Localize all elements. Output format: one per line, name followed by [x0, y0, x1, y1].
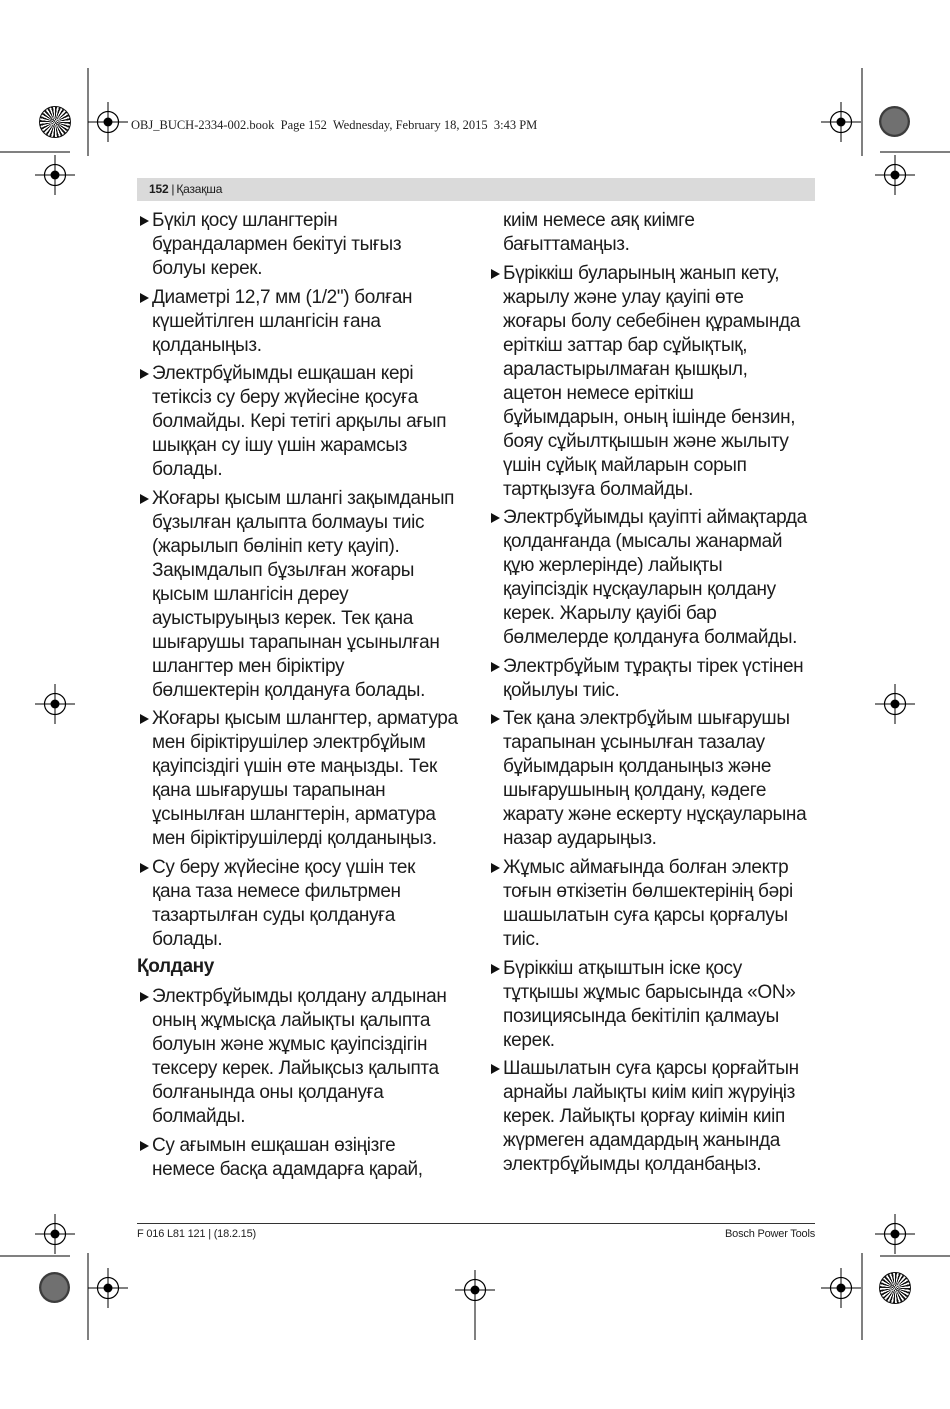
note-line: бұрандалармен бекітуі тығыз: [152, 234, 402, 255]
triangle-bullet-icon: [491, 1064, 500, 1074]
note-line: бұйымдарын қолданыңыз және: [503, 756, 772, 778]
note-line: Бүкіл қосу шлангтерін: [152, 210, 338, 231]
note-line: болады.: [152, 928, 223, 950]
note-line: оның жұмысқа лайықты қалыпта: [152, 1009, 431, 1031]
note-line: құю жерлерінде) лайықты: [503, 555, 723, 577]
note-line: болғанында оны қолдануға: [152, 1081, 384, 1103]
note-line: тиіс.: [503, 928, 540, 950]
safety-note: [137, 707, 467, 851]
note-line: қауіпсіздік нұсқауларын қолдану: [503, 579, 776, 601]
note-line: болмайды.: [152, 1105, 246, 1127]
registration-crosshair-icon: [88, 102, 128, 142]
triangle-bullet-icon: [491, 714, 500, 724]
registration-grey-disk-icon: [39, 1272, 70, 1303]
note-line: Диаметрі 12,7 мм (1/2") болған: [152, 286, 413, 308]
note-line: жоғары болу себебінен құрамында: [503, 310, 800, 332]
triangle-bullet-icon: [140, 494, 149, 504]
registration-crosshair-icon: [821, 1268, 861, 1308]
note-line: тетіксіз су беру жүйесіне қосуға: [152, 387, 418, 409]
note-line: тарапынан ұсынылған тазалау: [503, 732, 765, 754]
note-line: қолданыңыз.: [152, 334, 262, 356]
note-line: Тек қана электрбұйым шығарушы: [503, 708, 790, 730]
note-line: ауыстыруыңыз керек. Тек қана: [152, 607, 413, 629]
note-line: шлангтер мен біріктіру: [152, 655, 345, 677]
note-line: Жоғары қысым шлангтер, арматура: [152, 708, 458, 730]
header-separator: |: [171, 182, 175, 196]
note-line: жарылу және улау қауіпі өте: [503, 286, 744, 308]
note-line: болуы керек.: [152, 258, 263, 279]
note-line: күшейтілген шлангісін ғана: [152, 310, 381, 332]
note-line: Зақымдалып бұзылған жоғары: [152, 559, 415, 581]
right-column: [488, 209, 818, 1177]
registration-crosshair-icon: [455, 1270, 495, 1310]
note-line: қысым шлангісін дереу: [152, 583, 349, 605]
registration-crosshair-icon: [88, 1268, 128, 1308]
note-line: Бүріккіш атқыштын іске қосу: [503, 957, 742, 979]
safety-note: [137, 856, 467, 952]
note-line: еріткіш заттар бар сұйықтық,: [503, 334, 748, 356]
note-line: арнайы лайықты киім киіп жүруіңіз: [503, 1082, 795, 1104]
note-line: қауіпсіздігі үшін өте маңызды. Тек: [152, 756, 437, 778]
note-line: шығарушының қолдану, кәдеге: [503, 780, 767, 802]
safety-note: [488, 856, 818, 952]
note-line: Электрбұйымды ешқашан кері: [152, 363, 414, 385]
note-line: қойылуы тиіс.: [503, 679, 620, 701]
document-code: F 016 L81 121 | (18.2.15): [137, 1228, 256, 1240]
note-line: керек.: [503, 1029, 555, 1051]
safety-note: [137, 286, 467, 358]
note-line: жарату және ескерту нұсқауларына: [503, 804, 807, 826]
safety-note: [488, 957, 818, 1053]
triangle-bullet-icon: [140, 369, 149, 379]
section-language: Қазақша: [176, 182, 223, 196]
note-line: позициясында бекітіліп қалмауы: [503, 1005, 779, 1027]
section-heading: Қолдану: [137, 955, 215, 977]
safety-note: [488, 707, 818, 851]
registration-crosshair-icon: [35, 155, 75, 195]
note-line: болуын және жұмыс қауіпсіздігін: [152, 1033, 428, 1055]
registration-crosshair-icon: [875, 155, 915, 195]
note-line: тазартылған суды қолдануға: [152, 904, 395, 926]
print-slug-line: OBJ_BUCH-2334-002.book Page 152 Wednesday, February 18, 2015 3:43 PM: [131, 118, 538, 132]
registration-grey-disk-icon: [879, 106, 910, 137]
note-line: бұзылған қалыпта болмауы тиіс: [152, 511, 425, 533]
note-line: бұйымдарын, оның ішінде бензин,: [503, 406, 796, 428]
note-line: керек. Лайықты қорғау киімін киіп: [503, 1106, 785, 1128]
continued-note: [488, 209, 818, 257]
note-line: мен біріктірушілерді қолданыңыз.: [152, 828, 437, 850]
triangle-bullet-icon: [140, 992, 149, 1002]
note-line: немесе басқа адамдарға қарай,: [152, 1158, 423, 1180]
safety-note: [137, 362, 467, 482]
note-line: керек. Жарылу қауібі бар: [503, 603, 717, 625]
triangle-bullet-icon: [491, 662, 500, 672]
safety-note: [137, 209, 467, 281]
note-line: жүрмеген адамдардың жанында: [503, 1130, 780, 1152]
triangle-bullet-icon: [140, 1141, 149, 1151]
registration-crosshair-icon: [875, 684, 915, 724]
safety-note: [137, 985, 467, 1129]
note-line: араластырылмаған қышқыл,: [503, 358, 748, 380]
page-header: [149, 182, 222, 197]
safety-note: [137, 487, 467, 703]
registration-star-icon: [39, 106, 71, 138]
note-line: тартқызуға болмайды.: [503, 478, 694, 500]
note-line: шығарушы тарапынан ұсынылған: [152, 631, 440, 653]
note-line: үшін сұйық майларын сорып: [503, 454, 747, 476]
note-line: мен біріктірушілер электрбұйым: [152, 732, 426, 754]
note-line: болмайды. Кері тетігі арқылы ағып: [152, 411, 447, 433]
registration-crosshair-icon: [875, 1214, 915, 1254]
triangle-bullet-icon: [140, 293, 149, 303]
note-line: Су ағымын ешқашан өзіңізге: [152, 1134, 396, 1156]
triangle-bullet-icon: [140, 216, 149, 226]
brand-name: Bosch Power Tools: [725, 1228, 815, 1240]
note-line: Бүріккіш буларының жанып кету,: [503, 262, 780, 284]
note-line: бағыттамаңыз.: [503, 234, 630, 255]
page-header-band: [137, 178, 815, 201]
safety-note: [488, 506, 818, 650]
note-line: электрбұйымды қолданбаңыз.: [503, 1154, 762, 1176]
safety-note: [488, 262, 818, 502]
note-line: Электрбұйым тұрақты тірек үстінен: [503, 655, 804, 677]
registration-crosshair-icon: [821, 102, 861, 142]
note-line: бояу сұйылтқышын және жылыту: [503, 430, 789, 452]
note-line: ұсынылған шлангтерін, арматура: [152, 804, 436, 826]
note-line: қана таза немесе фильтрмен: [152, 880, 401, 902]
triangle-bullet-icon: [140, 863, 149, 873]
note-line: Жұмыс аймағында болған электр: [503, 856, 789, 878]
note-line: шыққан су ішу үшін жарамсыз: [152, 435, 408, 457]
note-line: Электрбұйымды қолдану алдынан: [152, 985, 447, 1007]
note-line: киім немесе аяқ киімге: [503, 210, 695, 231]
note-line: қолданғанда (мысалы жанармай: [503, 531, 783, 553]
safety-note: [488, 1057, 818, 1177]
triangle-bullet-icon: [140, 714, 149, 724]
page-number: 152: [149, 182, 169, 196]
triangle-bullet-icon: [491, 964, 500, 974]
note-line: қана шығарушы тарапынан: [152, 780, 386, 802]
note-line: бөлмелерде қолдануға болмайды.: [503, 627, 798, 649]
triangle-bullet-icon: [491, 269, 500, 279]
triangle-bullet-icon: [491, 513, 500, 523]
note-line: (жарылып бөлініп кету қауіп).: [152, 535, 400, 557]
note-line: Жоғары қысым шлангі зақымданып: [152, 487, 455, 509]
note-line: бөлшектерін қолдануға болады.: [152, 679, 426, 701]
note-line: ацетон немесе еріткіш: [503, 382, 694, 404]
note-line: Су беру жүйесіне қосу үшін тек: [152, 856, 416, 878]
left-column: [137, 209, 467, 1182]
note-line: шашылатын суға қарсы қорғалуы: [503, 904, 788, 926]
note-line: Шашылатын суға қарсы қорғайтын: [503, 1058, 799, 1080]
note-line: болады.: [152, 459, 223, 481]
registration-star-icon: [879, 1272, 911, 1304]
safety-note: [137, 1134, 467, 1182]
note-line: назар аударыңыз.: [503, 828, 657, 850]
footer-divider: [137, 1223, 815, 1224]
note-line: тексеру керек. Лайықсыз қалыпта: [152, 1057, 439, 1079]
triangle-bullet-icon: [491, 863, 500, 873]
note-line: Электрбұйымды қауіпті аймақтарда: [503, 507, 807, 529]
registration-crosshair-icon: [35, 1214, 75, 1254]
note-line: тұтқышы жұмыс барысында «ON»: [503, 981, 796, 1003]
registration-crosshair-icon: [35, 684, 75, 724]
note-line: тоғын өткізетін бөлшектерінің бәрі: [503, 880, 793, 902]
safety-note: [488, 655, 818, 703]
